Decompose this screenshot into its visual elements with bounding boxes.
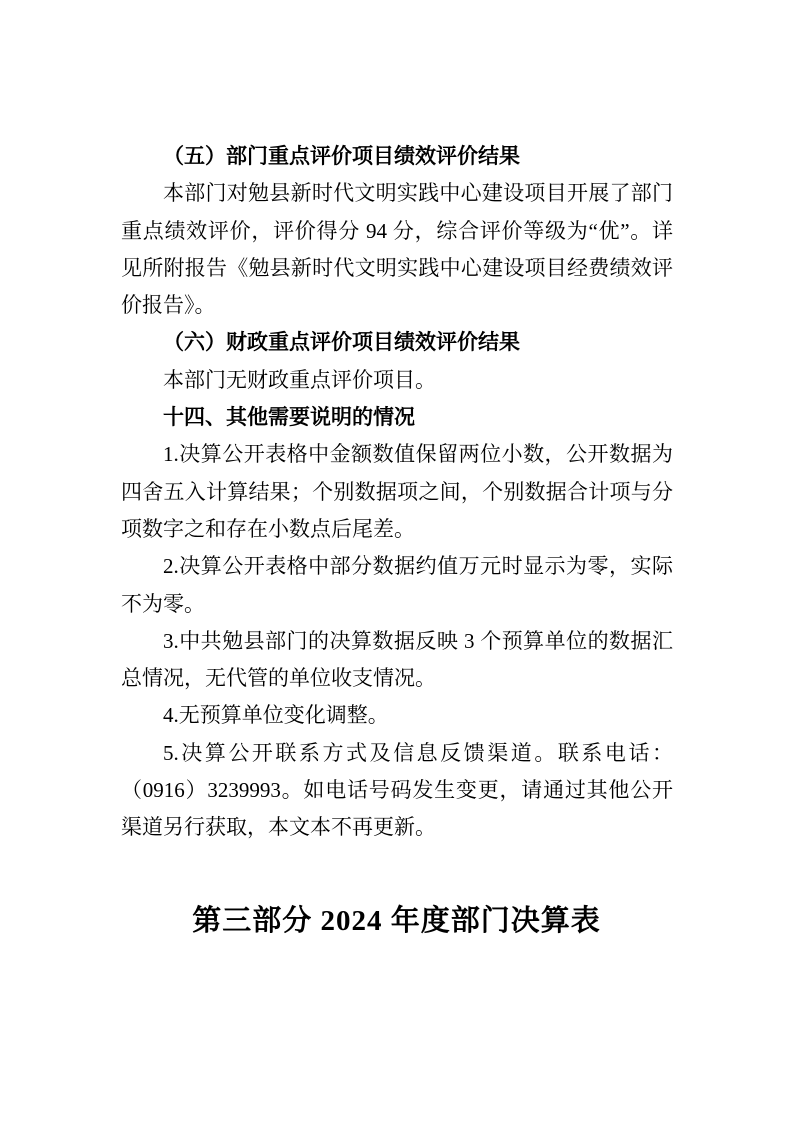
note-item-1: 1.决算公开表格中金额数值保留两位小数，公开数据为四舍五入计算结果；个别数据项之间，个别数据合计项与分项数字之和存在小数点后尾差。	[121, 442, 673, 541]
section-6-paragraph: 本部门无财政重点评价项目。	[163, 367, 436, 392]
part-3-title: 第三部分 2024 年度部门决算表	[192, 905, 601, 937]
note-item-2: 2.决算公开表格中部分数据约值万元时显示为零，实际不为零。	[121, 554, 673, 616]
section-5-heading: （五）部门重点评价项目绩效评价结果	[163, 144, 520, 168]
section-5-paragraph: 本部门对勉县新时代文明实践中心建设项目开展了部门重点绩效评价，评价得分 94 分，综合评价等级为“优”。详见所附报告《勉县新时代文明实践中心建设项目经费绩效评价报告》。	[121, 181, 673, 318]
note-item-5: 5.决算公开联系方式及信息反馈渠道。联系电话：（0916）3239993。如电话号码发生变更，请通过其他公开渠道另行获取，本文本不再更新。	[121, 740, 673, 840]
document-body	[121, 138, 673, 847]
note-item-3: 3.中共勉县部门的决算数据反映 3 个预算单位的数据汇总情况，无代管的单位收支情况。	[121, 628, 673, 691]
section-14-heading: 十四、其他需要说明的情况	[163, 406, 415, 430]
note-item-4: 4.无预算单位变化调整。	[163, 703, 389, 728]
section-6-heading: （六）财政重点评价项目绩效评价结果	[163, 330, 520, 355]
